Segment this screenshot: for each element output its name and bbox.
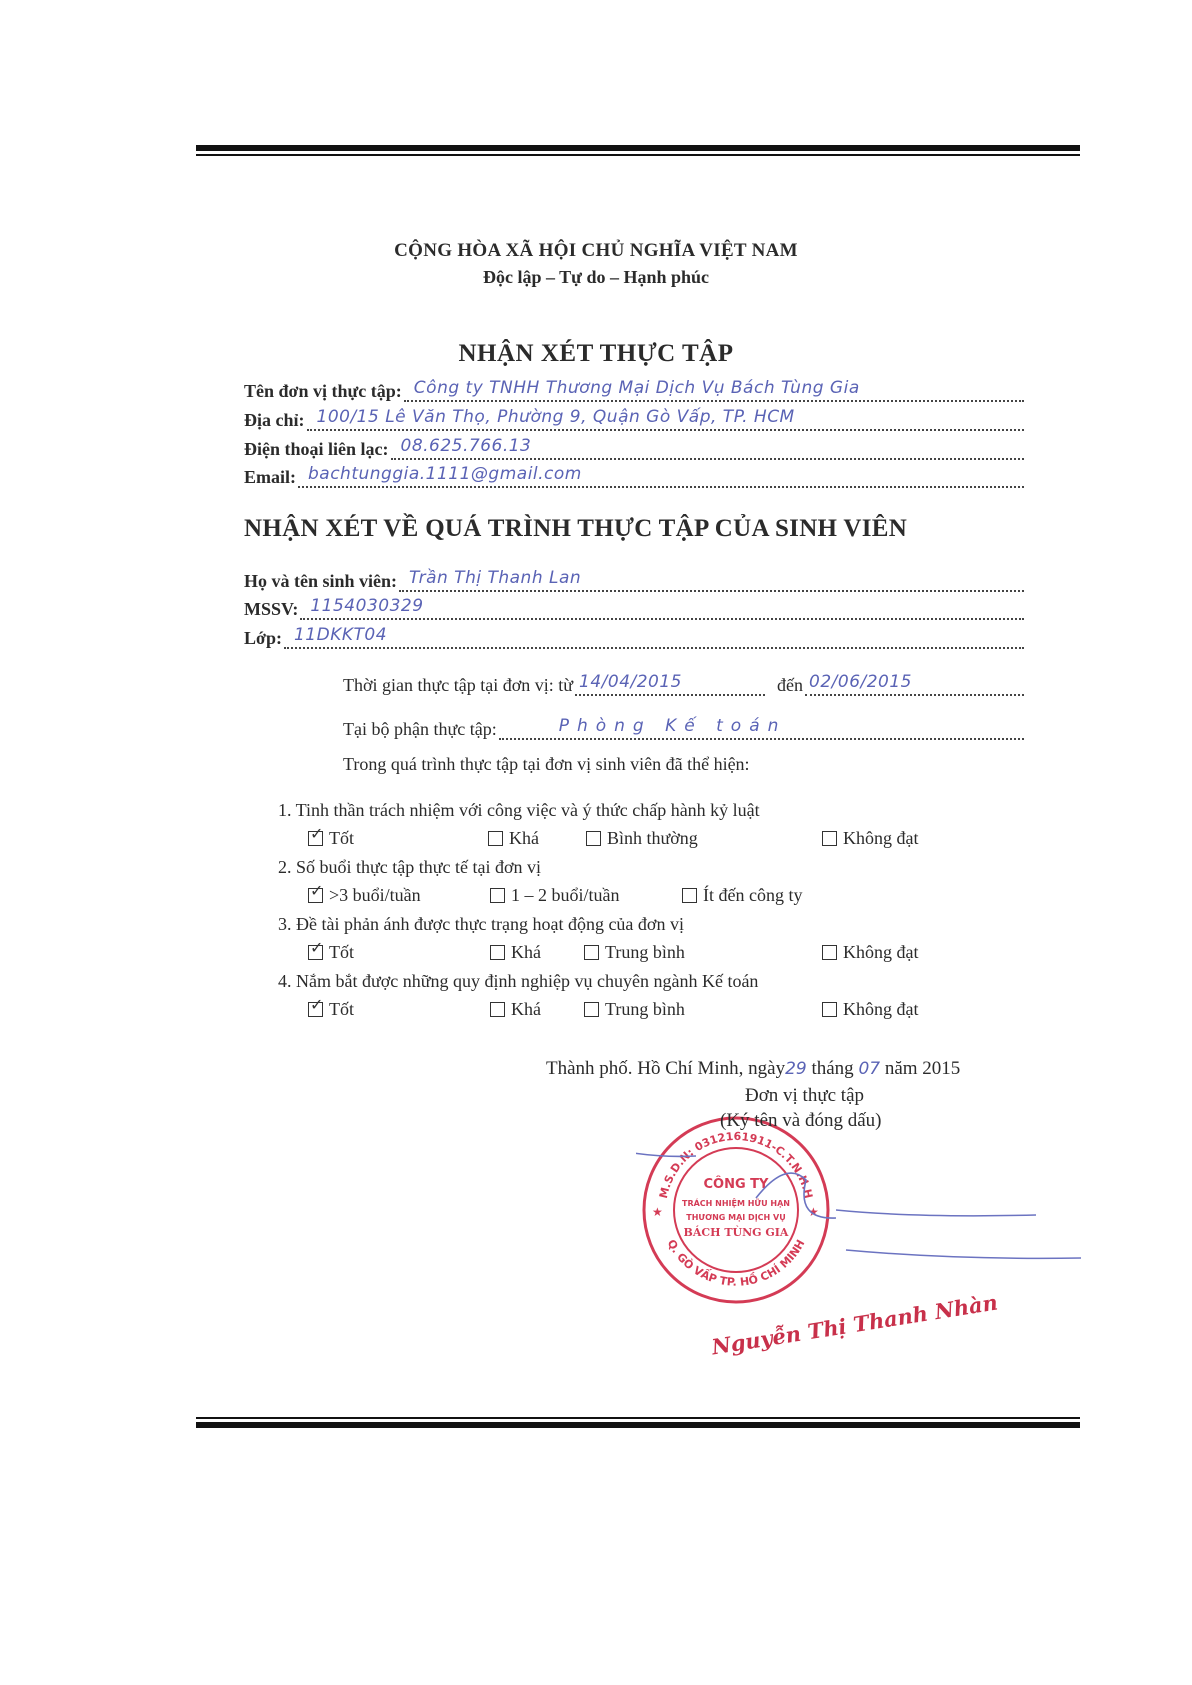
period-to-value: 02/06/2015 [809,672,912,692]
empty-box-icon [584,1002,599,1017]
option-label: Tốt [329,999,354,1019]
question-options [308,942,1008,966]
stamp-line3: BÁCH TÙNG GIA [683,1226,789,1239]
date-line [546,1058,960,1080]
stamp-top-text: M.S.D.N: 0312161911-C.T.N.H.H [656,1129,816,1200]
option-label: >3 buổi/tuần [329,885,421,905]
email-field [244,462,1024,488]
option-label: Tốt [329,828,354,848]
option-label: Không đạt [843,942,919,962]
student-name-field [244,566,1024,592]
option-checkbox[interactable] [488,828,539,849]
option-checkbox[interactable] [490,942,541,963]
date-year: năm 2015 [884,1058,961,1079]
checked-box-icon [308,945,323,960]
option-label: Ít đến công ty [703,885,803,905]
phone-label: Điện thoại liên lạc: [244,439,389,459]
empty-box-icon [490,945,505,960]
period-from-value: 14/04/2015 [579,672,682,692]
student-id-field [244,594,1024,620]
date-month: 07 [858,1059,881,1079]
option-checkbox[interactable] [490,885,620,906]
empty-box-icon [822,945,837,960]
option-label: Trung bình [605,942,685,962]
empty-box-icon [822,1002,837,1017]
question-text: 1. Tinh thần trách nhiệm với công việc và ý thức chấp hành kỷ luật [278,800,760,820]
unit-name-label: Tên đơn vị thực tập: [244,381,402,401]
empty-box-icon [490,1002,505,1017]
question-text: 4. Nắm bắt được những quy định nghiệp vụ chuyên ngành Kế toán [278,971,759,991]
option-label: Khá [511,999,541,1019]
stamp-star-icon: ★ [652,1205,663,1219]
option-checkbox[interactable] [308,999,354,1020]
option-checkbox[interactable] [308,885,421,906]
motto: Độc lập – Tự do – Hạnh phúc [482,267,710,287]
option-checkbox[interactable] [584,942,685,963]
page-title: NHẬN XÉT THỰC TẬP [458,340,734,367]
option-checkbox[interactable] [490,999,541,1020]
empty-box-icon [584,945,599,960]
option-checkbox[interactable] [308,828,354,849]
date-day: 29 [785,1059,807,1079]
section-title: NHẬN XÉT VỀ QUÁ TRÌNH THỰC TẬP CỦA SINH VIÊN [244,515,908,542]
stamp-line1: TRÁCH NHIỆM HỮU HẠN [682,1199,790,1208]
phone-value: 08.625.766.13 [400,436,532,456]
checked-box-icon [308,888,323,903]
question-options [308,999,1008,1023]
checked-box-icon [308,1002,323,1017]
option-label: Khá [511,942,541,962]
student-name-value: Trần Thị Thanh Lan [409,568,582,588]
department-field [343,714,1024,740]
empty-box-icon [488,831,503,846]
option-checkbox[interactable] [584,999,685,1020]
stamp-star-icon: ★ [808,1205,819,1219]
date-month-label: tháng [811,1058,854,1079]
email-label: Email: [244,467,296,487]
empty-box-icon [586,831,601,846]
question-options [308,885,1008,909]
empty-box-icon [822,831,837,846]
option-checkbox[interactable] [822,942,919,963]
option-label: Không đạt [843,999,919,1019]
email-value: bachtunggia.1111@gmail.com [308,464,582,484]
option-label: 1 – 2 buổi/tuần [511,885,620,905]
address-label: Địa chỉ: [244,410,305,430]
class-label: Lớp: [244,628,282,648]
option-label: Khá [509,828,539,848]
phone-field [244,434,1024,460]
department-label: Tại bộ phận thực tập: [343,719,497,739]
option-checkbox[interactable] [308,942,354,963]
class-value: 11DKKT04 [293,625,388,645]
unit-name-value: Công ty TNHH Thương Mại Dịch Vụ Bách Tùng Gia [413,378,860,398]
signature-lines [836,1190,1086,1260]
stamp-line2: THƯƠNG MẠI DỊCH VỤ [686,1213,786,1222]
option-label: Bình thường [607,828,698,848]
bottom-rule [196,1417,1080,1428]
student-id-value: 1154030329 [310,596,424,616]
option-label: Trung bình [605,999,685,1019]
student-name-label: Họ và tên sinh viên: [244,571,398,591]
question-text: 2. Số buổi thực tập thực tế tại đơn vị [278,857,541,877]
intro-text: Trong quá trình thực tập tại đơn vị sinh viên đã thể hiện: [343,754,750,774]
option-checkbox[interactable] [586,828,698,849]
sign-note: (Ký tên và đóng dấu) [720,1110,882,1131]
signer-name: Nguyễn Thị Thanh Nhàn [709,1289,1000,1360]
period-field [343,670,1024,696]
top-rule [196,145,1080,156]
checked-box-icon [308,831,323,846]
question-options [308,828,1008,852]
option-label: Không đạt [843,828,919,848]
unit-signature-label: Đơn vị thực tập [745,1085,865,1106]
department-value: Phòng Kế toán [558,716,787,736]
stamp-company: CÔNG TY [703,1177,769,1192]
class-field [244,623,1024,649]
unit-name-field [244,376,1024,402]
option-checkbox[interactable] [682,885,802,906]
option-checkbox[interactable] [822,828,919,849]
company-stamp [636,1110,836,1310]
address-value: 100/15 Lê Văn Thọ, Phường 9, Quận Gò Vấp, TP. HCM [316,407,795,427]
empty-box-icon [490,888,505,903]
date-prefix: Thành phố. Hồ Chí Minh, ngày [546,1058,786,1079]
option-checkbox[interactable] [822,999,919,1020]
student-id-label: MSSV: [244,599,299,619]
option-label: Tốt [329,942,354,962]
nation-header: CỘNG HÒA XÃ HỘI CHỦ NGHĨA VIỆT NAM [394,240,798,261]
question-text: 3. Đề tài phản ánh được thực trạng hoạt động của đơn vị [278,914,684,934]
empty-box-icon [682,888,697,903]
address-field [244,405,1024,431]
period-label: Thời gian thực tập tại đơn vị: từ [343,675,574,695]
stamp-bottom-text: Q. GÒ VẤP TP. HỒ CHÍ MINH [664,1237,808,1289]
period-to-label: đến [777,675,804,695]
